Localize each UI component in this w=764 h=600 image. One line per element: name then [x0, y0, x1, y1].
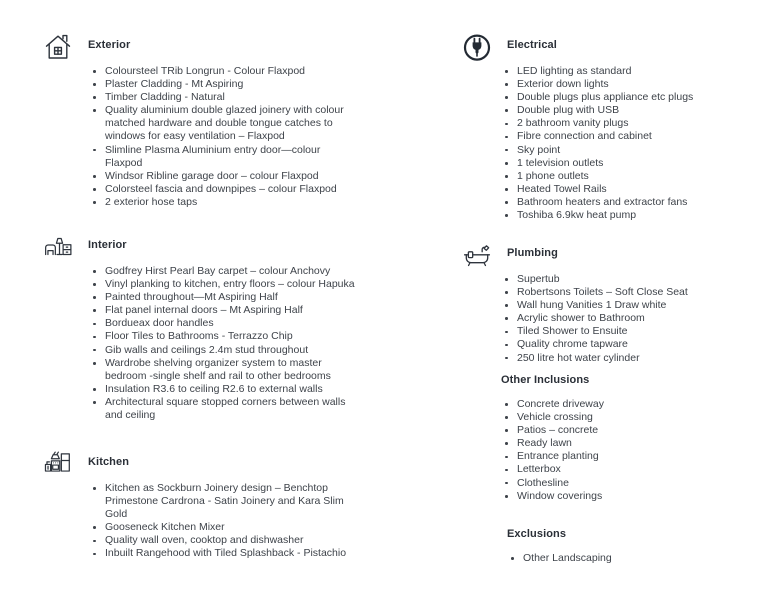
- list-item: Plaster Cladding - Mt Aspiring: [89, 78, 357, 91]
- furniture-icon: [43, 232, 73, 262]
- list-item: 2 bathroom vanity plugs: [501, 117, 736, 130]
- list-item: Patios – concrete: [501, 424, 721, 437]
- list-item: Godfrey Hirst Pearl Bay carpet – colour Anchovy: [89, 265, 357, 278]
- list-item: Wardrobe shelving organizer system to master bedroom -single shelf and rail to other bedrooms: [89, 357, 357, 383]
- electrical-item-list: [501, 65, 736, 222]
- section-title-plumbing: Plumbing: [507, 247, 558, 259]
- section-header: [43, 32, 357, 62]
- list-item: Robertsons Toilets – Soft Close Seat: [501, 286, 736, 299]
- list-item: 1 television outlets: [501, 157, 736, 170]
- list-item: Gib walls and ceilings 2.4m stud throughout: [89, 344, 357, 357]
- list-item: Entrance planting: [501, 450, 721, 463]
- list-item: Sky point: [501, 144, 736, 157]
- section-title-exterior: Exterior: [88, 39, 131, 51]
- section-plumbing: [462, 240, 736, 365]
- section-title-electrical: Electrical: [507, 39, 557, 51]
- list-item: Clothesline: [501, 477, 721, 490]
- list-item: Bordueax door handles: [89, 317, 357, 330]
- bathtub-icon: [462, 240, 492, 270]
- plug-icon: [462, 32, 492, 62]
- section-title-interior: Interior: [88, 239, 127, 251]
- list-item: Coloursteel TRib Longrun - Colour Flaxpod: [89, 65, 357, 78]
- section-electrical: [462, 32, 736, 222]
- section-title-exclusions: Exclusions: [507, 528, 567, 540]
- list-item: LED lighting as standard: [501, 65, 736, 78]
- section-header: [501, 367, 721, 387]
- list-item: Heated Towel Rails: [501, 183, 736, 196]
- section-header: [462, 240, 736, 270]
- list-item: Floor Tiles to Bathrooms - Terrazzo Chip: [89, 330, 357, 343]
- section-exterior: [43, 32, 357, 209]
- other-inclusions-item-list: [501, 398, 721, 503]
- exclusions-item-list: [507, 552, 727, 565]
- house-icon: [43, 32, 73, 62]
- section-kitchen: [43, 449, 357, 561]
- list-item: Toshiba 6.9kw heat pump: [501, 209, 736, 222]
- section-header: [43, 449, 357, 479]
- list-item: 1 phone outlets: [501, 170, 736, 183]
- list-item: Wall hung Vanities 1 Draw white: [501, 299, 736, 312]
- list-item: 250 litre hot water cylinder: [501, 352, 736, 365]
- section-title-kitchen: Kitchen: [88, 456, 130, 468]
- list-item: Acrylic shower to Bathroom: [501, 312, 736, 325]
- section-header: [462, 32, 736, 62]
- section-header: [43, 232, 357, 262]
- section-other-inclusions: [501, 367, 721, 503]
- section-title-other-inclusions: Other Inclusions: [501, 374, 590, 386]
- interior-item-list: [89, 265, 357, 422]
- list-item: Insulation R3.6 to ceiling R2.6 to external walls: [89, 383, 357, 396]
- list-item: Bathroom heaters and extractor fans: [501, 196, 736, 209]
- list-item: Concrete driveway: [501, 398, 721, 411]
- list-item: Quality wall oven, cooktop and dishwasher: [89, 534, 357, 547]
- list-item: Supertub: [501, 273, 736, 286]
- list-item: Fibre connection and cabinet: [501, 130, 736, 143]
- list-item: Tiled Shower to Ensuite: [501, 325, 736, 338]
- kitchen-item-list: [89, 482, 357, 561]
- section-header: [507, 521, 727, 541]
- list-item: Flat panel internal doors – Mt Aspiring Half: [89, 304, 357, 317]
- section-exclusions: [507, 521, 727, 565]
- list-item: Windsor Ribline garage door – colour Flaxpod: [89, 170, 357, 183]
- list-item: Ready lawn: [501, 437, 721, 450]
- list-item: Quality aluminium double glazed joinery with colour matched hardware and double tongue catches to windows for easy ventilation – Flaxpod: [89, 104, 357, 143]
- list-item: Architectural square stopped corners between walls and ceiling: [89, 396, 357, 422]
- list-item: 2 exterior hose taps: [89, 196, 357, 209]
- list-item: Gooseneck Kitchen Mixer: [89, 521, 357, 534]
- list-item: Other Landscaping: [507, 552, 727, 565]
- plumbing-item-list: [501, 273, 736, 365]
- list-item: Painted throughout—Mt Aspiring Half: [89, 291, 357, 304]
- list-item: Window coverings: [501, 490, 721, 503]
- section-interior: [43, 232, 357, 422]
- list-item: Timber Cladding - Natural: [89, 91, 357, 104]
- list-item: Vinyl planking to kitchen, entry floors – colour Hapuka: [89, 278, 357, 291]
- list-item: Slimline Plasma Aluminium entry door—colour Flaxpod: [89, 144, 357, 170]
- exterior-item-list: [89, 65, 357, 209]
- list-item: Letterbox: [501, 463, 721, 476]
- list-item: Inbuilt Rangehood with Tiled Splashback - Pistachio: [89, 547, 357, 560]
- list-item: Double plug with USB: [501, 104, 736, 117]
- list-item: Quality chrome tapware: [501, 338, 736, 351]
- list-item: Exterior down lights: [501, 78, 736, 91]
- list-item: Colorsteel fascia and downpipes – colour Flaxpod: [89, 183, 357, 196]
- list-item: Double plugs plus appliance etc plugs: [501, 91, 736, 104]
- list-item: Kitchen as Sockburn Joinery design – Benchtop Primestone Cardrona - Satin Joinery and Kara Slim Gold: [89, 482, 357, 521]
- kitchen-icon: [43, 449, 73, 479]
- list-item: Vehicle crossing: [501, 411, 721, 424]
